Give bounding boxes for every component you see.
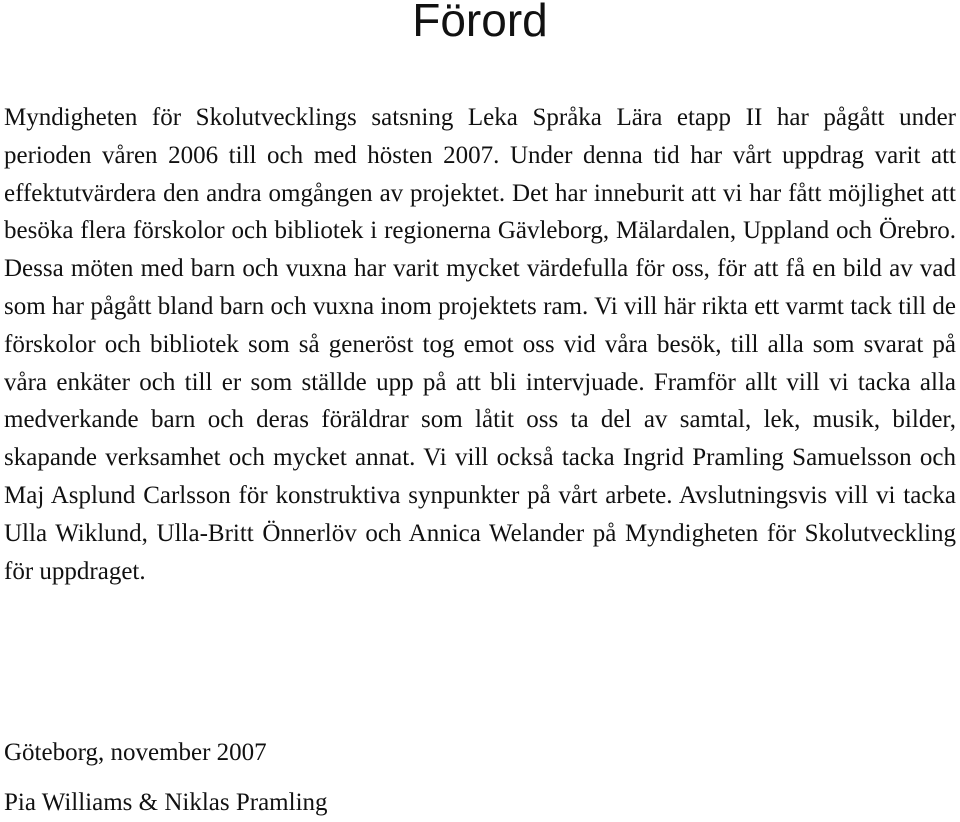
foreword-paragraph: Myndigheten för Skolutvecklings satsning Leka Språka Lära etapp II har pågått under perioden våren 2006 till och med hösten 2007. Under denna tid har vårt uppdrag varit att effektutvärdera den andra omgången av projektet. Det har inneburit att vi har fått möjlighet att besöka flera förskolor och bibliotek i regionerna Gävleborg, Mälardalen, Uppland och Örebro. Dessa möten med barn och vuxna har varit mycket värdefulla för oss, för att få en bild av vad som har pågått bland barn och vuxna inom projektets ram. Vi vill här rikta ett varmt tack till de förskolor och bibliotek som så generöst tog emot oss vid våra besök, till alla som svarat på våra enkäter och till er som ställde upp på att bli intervjuade. Framför allt vill vi tacka alla medverkande barn och deras föräldrar som låtit oss ta del av samtal, lek, musik, bilder, skapande verksamhet och mycket annat. Vi vill också tacka Ingrid Pramling Samuelsson och Maj Asplund Carlsson för konstruktiva synpunkter på vårt arbete. Avslutningsvis vill vi tacka Ulla Wiklund, Ulla-Britt Önnerlöv och Annica Welander på Myndigheten för Skolutveckling för uppdraget. <box>4 104 956 585</box>
place-and-date: Göteborg, november 2007 <box>4 739 267 766</box>
page-title: Förord <box>412 0 548 46</box>
author-names: Pia Williams & Niklas Pramling <box>4 789 328 816</box>
